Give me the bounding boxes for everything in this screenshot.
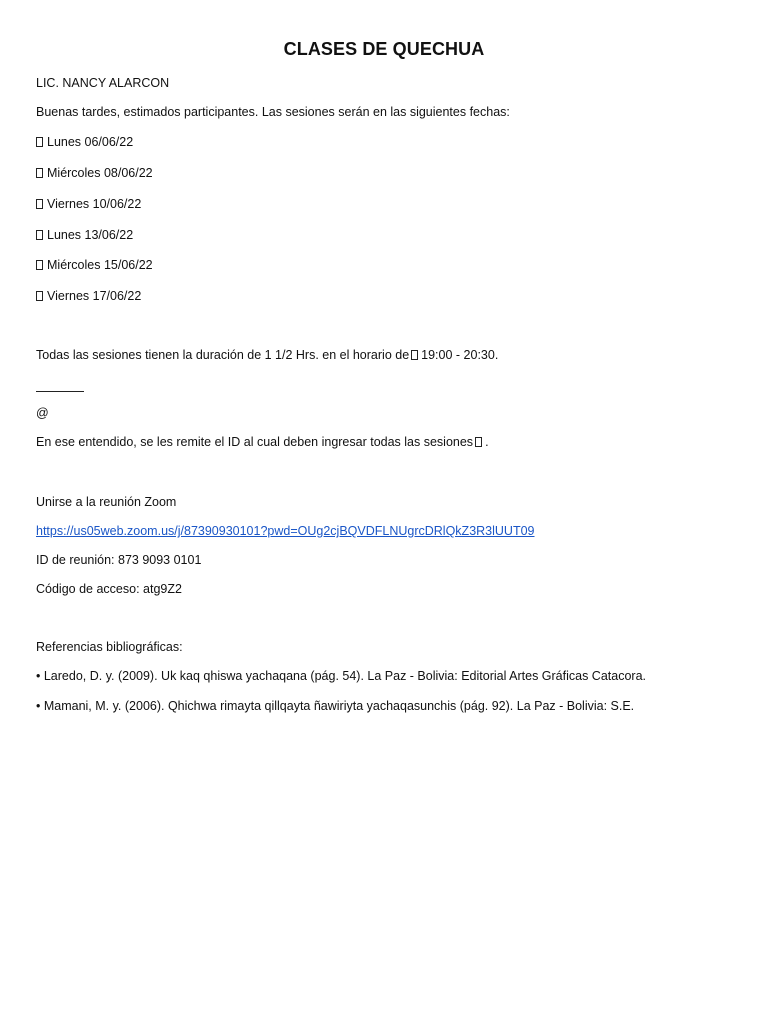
duration-paragraph xyxy=(36,347,498,364)
separator-line xyxy=(36,391,84,392)
teacher-name: LIC. NANCY ALARCON xyxy=(36,76,170,90)
session-item xyxy=(36,134,133,151)
instruction-end: . xyxy=(485,435,489,449)
clock-placeholder-icon xyxy=(411,350,418,360)
bullet-box-icon xyxy=(36,291,43,301)
session-item xyxy=(36,288,141,305)
at-sign: @ xyxy=(36,406,49,420)
session-item xyxy=(36,165,153,182)
zoom-link-row xyxy=(36,523,535,540)
session-item xyxy=(36,227,133,244)
zoom-meeting-link[interactable]: https://us05web.zoom.us/j/87390930101?pwd=OUg2cjBQVDFLNUgrcDRlQkZ3R3lUUT09 xyxy=(36,524,535,538)
document-title: CLASES DE QUECHUA xyxy=(283,39,485,59)
reference-item: • Laredo, D. y. (2009). Uk kaq qhiswa yachaqana (pág. 54). La Paz - Bolivia: Editorial Artes Gráficas Catacora. xyxy=(36,669,646,683)
emoji-placeholder-icon xyxy=(475,437,482,447)
duration-text: Todas las sesiones tienen la duración de 1 1/2 Hrs. en el horario de xyxy=(36,348,410,362)
session-label: Lunes 06/06/22 xyxy=(47,135,134,149)
references-heading: Referencias bibliográficas: xyxy=(36,640,183,654)
bullet-box-icon xyxy=(36,168,43,178)
session-label: Miércoles 08/06/22 xyxy=(47,166,153,180)
bullet-box-icon xyxy=(36,199,43,209)
bullet-box-icon xyxy=(36,137,43,147)
session-label: Miércoles 15/06/22 xyxy=(47,258,153,272)
session-label: Viernes 10/06/22 xyxy=(47,197,142,211)
duration-time: 19:00 - 20:30. xyxy=(421,348,499,362)
meeting-id: ID de reunión: 873 9093 0101 xyxy=(36,553,202,567)
greeting-text: Buenas tardes, estimados participantes. Las sesiones serán en las siguientes fechas: xyxy=(36,105,510,119)
bullet-box-icon xyxy=(36,230,43,240)
session-label: Viernes 17/06/22 xyxy=(47,289,142,303)
session-item xyxy=(36,257,153,274)
zoom-heading: Unirse a la reunión Zoom xyxy=(36,495,177,509)
instruction-text: En ese entendido, se les remite el ID al cual deben ingresar todas las sesiones xyxy=(36,435,474,449)
access-code: Código de acceso: atg9Z2 xyxy=(36,582,182,596)
instruction-paragraph xyxy=(36,434,489,451)
reference-item: • Mamani, M. y. (2006). Qhichwa rimayta qillqayta ñawiriyta yachaqasunchis (pág. 92). La Paz - Bolivia: S.E. xyxy=(36,699,635,713)
session-item xyxy=(36,196,141,213)
bullet-box-icon xyxy=(36,260,43,270)
session-label: Lunes 13/06/22 xyxy=(47,228,134,242)
